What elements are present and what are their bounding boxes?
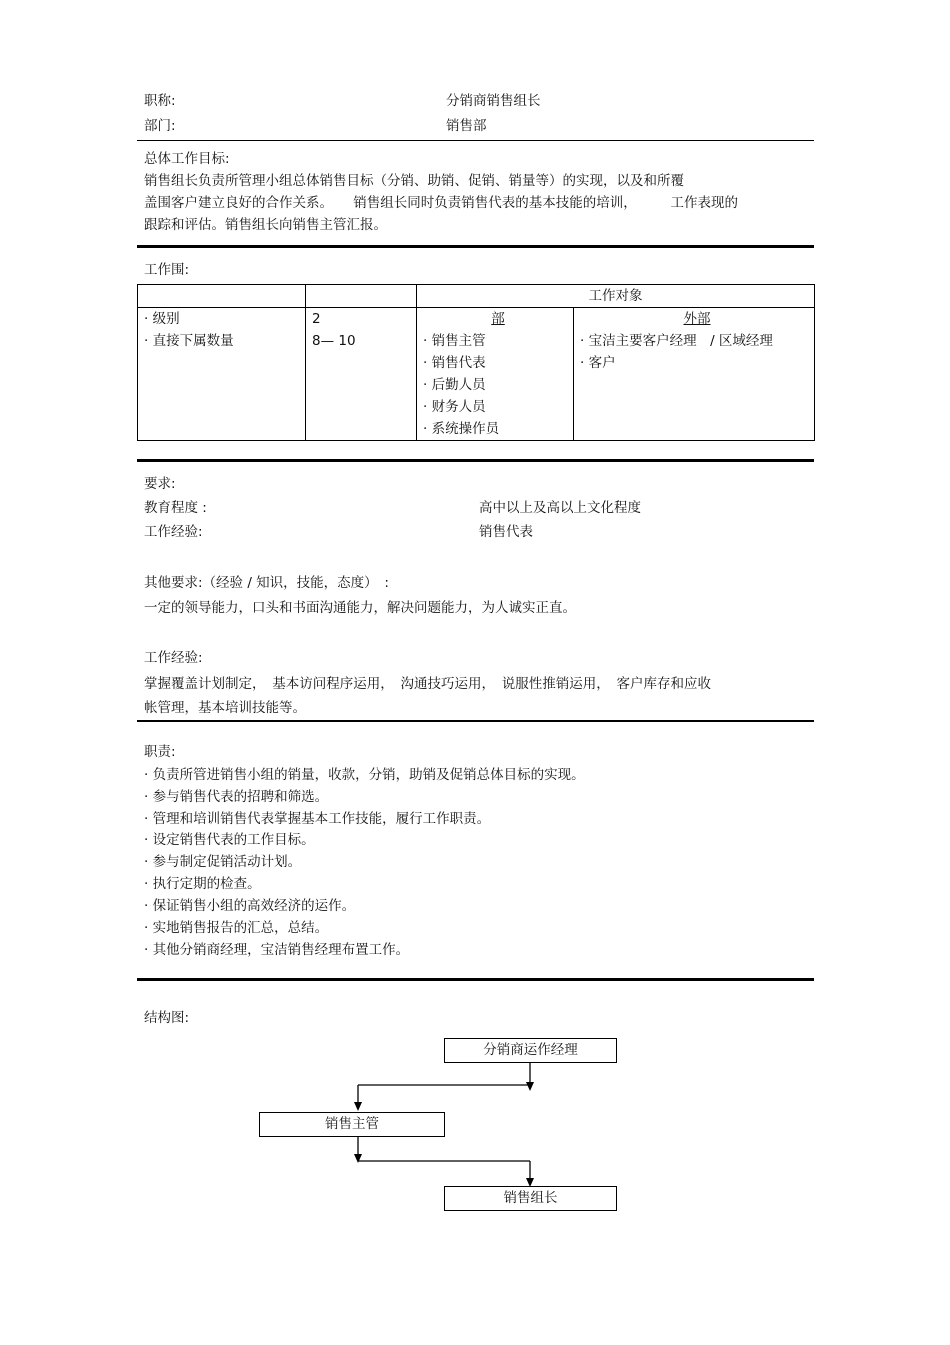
scope-value: 8— 10 xyxy=(312,333,356,349)
department-label: 部门: xyxy=(144,118,176,134)
external-item: · 宝洁主要客户经理 / 区域经理 xyxy=(580,330,814,352)
job-title-value: 分销商销售组长 xyxy=(446,93,541,109)
duty-item: · 负责所管进销售小组的销量，收款，分销，助销及促销总体目标的实现。 xyxy=(144,766,585,784)
external-header: 外部 xyxy=(683,311,711,327)
scope-value: 2 xyxy=(312,311,321,327)
scope-label: 工作围: xyxy=(144,262,190,278)
duty-item: · 实地销售报告的汇总，总结。 xyxy=(144,919,328,937)
education-value: 高中以上及高以上文化程度 xyxy=(479,500,641,516)
skills-label: 工作经验: xyxy=(144,650,203,666)
duty-item: · 参与制定促销活动计划。 xyxy=(144,853,301,871)
job-title-label: 职称: xyxy=(144,93,176,109)
duties-label: 职责: xyxy=(144,744,176,760)
org-box-sales-team-leader: 销售组长 xyxy=(444,1186,617,1211)
duty-item: · 执行定期的检查。 xyxy=(144,875,261,893)
internal-item: · 销售代表 xyxy=(423,352,573,374)
other-requirements-value: 一定的领导能力，口头和书面沟通能力，解决问题能力，为人诚实正直。 xyxy=(144,600,576,616)
scope-attribute: · 直接下属数量 xyxy=(144,330,305,352)
skills-line-1: 掌握覆盖计划制定， 基本访问程序运用， 沟通技巧运用， 说服性推销运用， 客户库存和应收 xyxy=(144,676,711,692)
goal-line-3: 跟踪和评估。销售组长向销售主管汇报。 xyxy=(144,217,387,233)
other-requirements-label: 其他要求:（经验 / 知识，技能，态度） : xyxy=(144,575,389,591)
department-value: 销售部 xyxy=(446,118,487,134)
duty-item: · 保证销售小组的高效经济的运作。 xyxy=(144,897,355,915)
duty-item: · 参与销售代表的招聘和筛选。 xyxy=(144,788,328,806)
duty-item: · 其他分销商经理，宝洁销售经理布置工作。 xyxy=(144,941,409,959)
internal-item: · 销售主管 xyxy=(423,330,573,352)
goal-label: 总体工作目标: xyxy=(144,151,230,167)
duty-item: · 设定销售代表的工作目标。 xyxy=(144,831,315,849)
work-target-header: 工作对象 xyxy=(417,285,815,308)
skills-line-2: 帐管理，基本培训技能等。 xyxy=(144,700,306,716)
scope-attribute: · 级别 xyxy=(144,308,305,330)
internal-item: · 财务人员 xyxy=(423,396,573,418)
internal-header: 部 xyxy=(491,311,505,327)
internal-item: · 后勤人员 xyxy=(423,374,573,396)
external-item: · 客户 xyxy=(580,352,814,374)
requirements-label: 要求: xyxy=(144,476,176,492)
org-box-operations-manager: 分销商运作经理 xyxy=(444,1038,617,1063)
duty-item: · 管理和培训销售代表掌握基本工作技能，履行工作职责。 xyxy=(144,810,490,828)
experience-value: 销售代表 xyxy=(479,524,533,540)
org-box-sales-supervisor: 销售主管 xyxy=(259,1112,445,1137)
experience-label: 工作经验: xyxy=(144,524,203,540)
education-label: 教育程度 : xyxy=(144,500,207,516)
org-chart-label: 结构图: xyxy=(144,1010,190,1026)
goal-line-2: 盖围客户建立良好的合作关系。 销售组长同时负责销售代表的基本技能的培训， 工作表现的 xyxy=(144,195,738,211)
internal-item: · 系统操作员 xyxy=(423,418,573,440)
goal-line-1: 销售组长负责所管理小组总体销售目标（分销、助销、促销、销量等）的实现，以及和所覆 xyxy=(144,173,684,189)
